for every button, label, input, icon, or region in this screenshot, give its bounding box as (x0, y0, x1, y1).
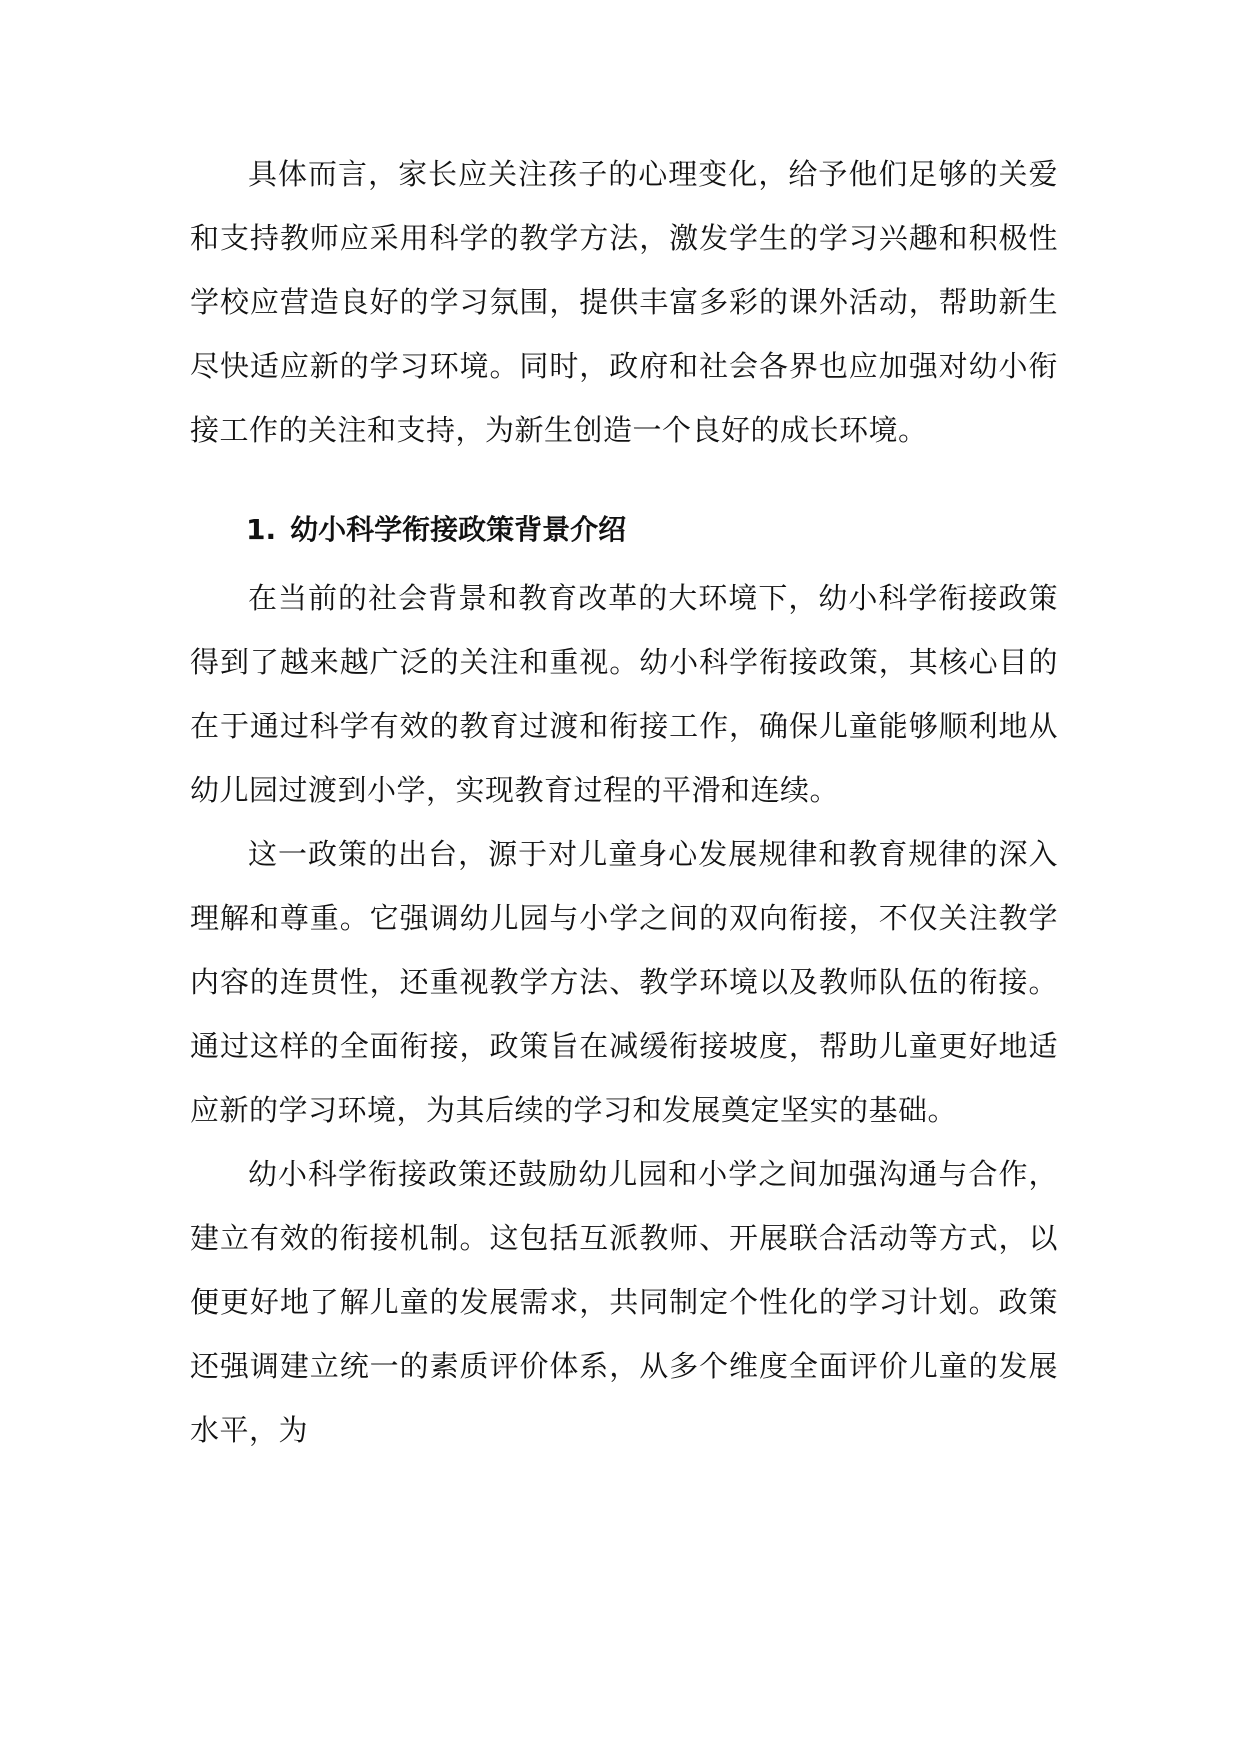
intro-paragraph: 具体而言，家长应关注孩子的心理变化，给予他们足够的关爱和支持教师应采用科学的教学方法，激发学生的学习兴趣和积极性学校应营造良好的学习氛围，提供丰富多彩的课外活动，帮助新生尽快适应新的学习环境。同时，政府和社会各界也应加强对幼小衔接工作的关注和支持，为新生创造一个良好的成长环境。 (190, 157, 1058, 447)
section-title: 幼小科学衔接政策背景介绍 (290, 513, 627, 546)
body-paragraph: 这一政策的出台，源于对儿童身心发展规律和教育规律的深入理解和尊重。它强调幼儿园与小学之间的双向衔接，不仅关注教学内容的连贯性，还重视教学方法、教学环境以及教师队伍的衔接。通过这样的全面衔接，政策旨在减缓衔接坡度，帮助儿童更好地适应新的学习环境，为其后续的学习和发展奠定坚实的基础。 (190, 837, 1058, 1127)
document-body (190, 142, 1058, 1462)
spacer (190, 462, 1058, 498)
section-heading (190, 498, 1058, 562)
body-paragraph: 幼小科学衔接政策还鼓励幼儿园和小学之间加强沟通与合作，建立有效的衔接机制。这包括互派教师、开展联合活动等方式，以便更好地了解儿童的发展需求，共同制定个性化的学习计划。政策还强调建立统一的素质评价体系，从多个维度全面评价儿童的发展水平，为 (190, 1157, 1058, 1447)
section-number: 1. (246, 513, 277, 546)
body-paragraph: 在当前的社会背景和教育改革的大环境下，幼小科学衔接政策得到了越来越广泛的关注和重视。幼小科学衔接政策，其核心目的在于通过科学有效的教育过渡和衔接工作，确保儿童能够顺利地从幼儿园过渡到小学，实现教育过程的平滑和连续。 (190, 581, 1058, 807)
